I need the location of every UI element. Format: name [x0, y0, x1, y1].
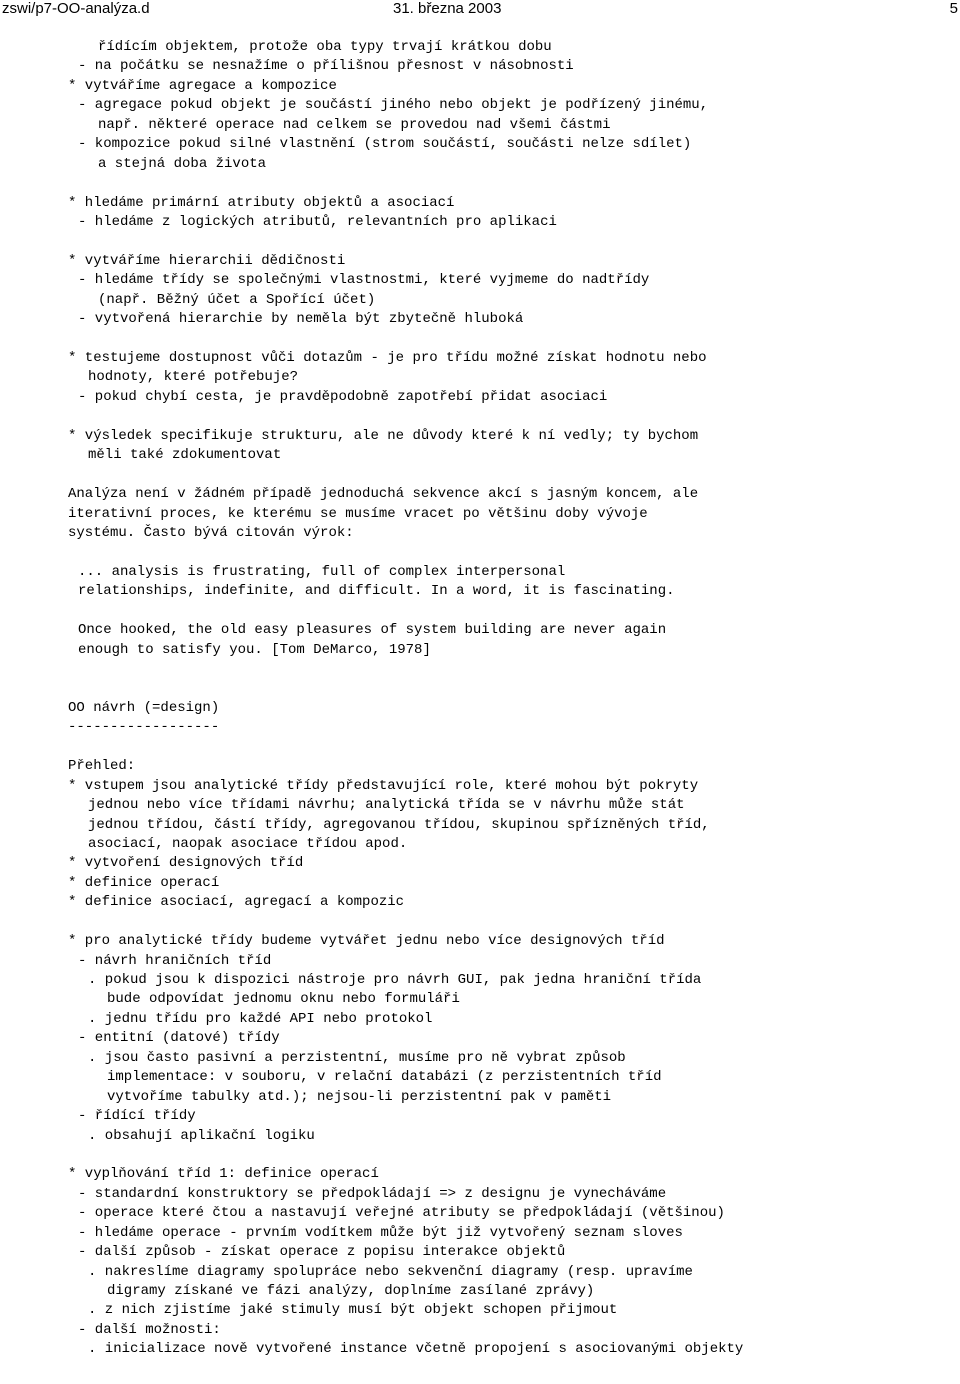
text-line: * výsledek specifikuje strukturu, ale ne důvody které k ní vedly; ty bychom	[68, 427, 699, 444]
text-line: - agregace pokud objekt je součástí jiného nebo objekt je podřízený jinému,	[78, 97, 709, 114]
text-line: - operace které čtou a nastavují veřejné atributy se předpokládají (většinou)	[78, 1205, 725, 1222]
text-line: * pro analytické třídy budeme vytvářet jednu nebo více designových tříd	[68, 933, 665, 950]
text-line: * testujeme dostupnost vůči dotazům - je pro třídu možné získat hodnotu nebo	[68, 350, 707, 366]
text-line: digramy získané ve fázi analýzy, doplníme zasílané zprávy)	[107, 1283, 595, 1299]
text-line: - hledáme operace - prvním vodítkem může být již vytvořený seznam sloves	[78, 1224, 683, 1241]
text-line: - entitní (datové) třídy	[78, 1030, 280, 1047]
text-line: - hledáme třídy se společnými vlastnostmi, které vyjmeme do nadtřídy	[78, 272, 650, 289]
text-line: Analýza není v žádném případě jednoduchá sekvence akcí s jasným koncem, ale	[68, 486, 699, 503]
text-line: - standardní konstruktory se předpokládají => z designu je vynecháváme	[78, 1185, 667, 1202]
text-line: - kompozice pokud silné vlastnění (strom součástí, součásti nelze sdílet)	[78, 136, 692, 153]
page-number: 5	[949, 0, 958, 17]
text-line: bude odpovídat jednomu oknu nebo formuláři	[107, 991, 460, 1008]
text-line: systému. Často bývá citován výrok:	[68, 524, 354, 541]
text-line: . obsahují aplikační logiku	[88, 1127, 315, 1144]
text-line: . jsou často pasivní a perzistentní, musíme pro ně vybrat způsob	[88, 1049, 626, 1066]
text-line: např. některé operace nad celkem se provedou nad všemi částmi	[98, 116, 611, 133]
text-line: - další způsob - získat operace z popisu interakce objektů	[78, 1244, 566, 1261]
text-line: . nakreslíme diagramy spolupráce nebo sekvenční diagramy (resp. upravíme	[88, 1263, 693, 1280]
text-line: - řídící třídy	[78, 1108, 196, 1125]
section-heading: OO návrh (=design)	[68, 699, 220, 716]
text-line: Přehled:	[68, 758, 136, 775]
text-line: měli také zdokumentovat	[88, 447, 282, 464]
text-line: - pokud chybí cesta, je pravděpodobně zapotřebí přidat asociaci	[78, 388, 608, 405]
text-line: asociací, naopak asociace třídou apod.	[88, 835, 408, 852]
text-line: a stejná doba života	[98, 155, 267, 172]
text-line: jednou nebo více třídami návrhu; analytická třída se v návrhu může stát	[88, 797, 685, 814]
text-line: * vstupem jsou analytické třídy představující role, které mohou být pokryty	[68, 777, 699, 794]
text-line: . z nich zjistíme jaké stimuly musí být objekt schopen přijmout	[88, 1302, 618, 1319]
text-line: - na počátku se nesnažíme o přílišnou přesnost v násobnosti	[78, 58, 574, 75]
text-line: . jednu třídu pro každé API nebo protokol	[88, 1010, 433, 1027]
text-line: implementace: v souboru, v relační databázi (z perzistentních tříd	[107, 1069, 662, 1086]
text-line: - hledáme z logických atributů, relevantních pro aplikaci	[78, 213, 557, 230]
file-name: zswi/p7-OO-analýza.d	[2, 0, 150, 17]
text-line: * vytváříme hierarchii dědičnosti	[68, 252, 346, 269]
quote-line: ... analysis is frustrating, full of complex interpersonal	[78, 563, 566, 580]
text-line: * definice operací	[68, 874, 220, 891]
text-line: jednou třídou, částí třídy, agregovanou třídou, skupinou spřízněných tříd,	[88, 816, 710, 833]
heading-underline: ------------------	[68, 719, 220, 736]
quote-line: enough to satisfy you. [Tom DeMarco, 1978]	[78, 641, 431, 658]
text-line: (např. Běžný účet a Spořící účet)	[98, 291, 376, 308]
page-header	[0, 0, 960, 22]
text-line: * vyplňování tříd 1: definice operací	[68, 1166, 379, 1183]
text-line: - další možnosti:	[78, 1321, 221, 1338]
text-line: * hledáme primární atributy objektů a asociací	[68, 194, 455, 211]
text-line: * vytváříme agregace a kompozice	[68, 77, 337, 94]
text-line: řídícím objektem, protože oba typy trvají krátkou dobu	[98, 39, 552, 55]
quote-line: relationships, indefinite, and difficult. In a word, it is fascinating.	[78, 583, 675, 600]
text-line: * vytvoření designových tříd	[68, 855, 304, 872]
text-line: . inicializace nově vytvořené instance včetně propojení s asociovanými objekty	[88, 1341, 744, 1358]
document-date: 31. března 2003	[393, 0, 502, 17]
text-line: vytvoříme tabulky atd.); nejsou-li perzistentní pak v paměti	[107, 1088, 612, 1105]
text-line: iterativní proces, ke kterému se musíme vracet po většinu doby vývoje	[68, 505, 648, 522]
document-body	[0, 38, 960, 1360]
text-line: * definice asociací, agregací a kompozic	[68, 894, 405, 911]
text-line: hodnoty, které potřebuje?	[88, 369, 299, 386]
text-line: - vytvořená hierarchie by neměla být zbytečně hluboká	[78, 311, 524, 328]
text-line: . pokud jsou k dispozici nástroje pro návrh GUI, pak jedna hraniční třída	[88, 972, 702, 988]
quote-line: Once hooked, the old easy pleasures of system building are never again	[78, 622, 667, 639]
text-line: - návrh hraničních tříd	[78, 952, 272, 969]
